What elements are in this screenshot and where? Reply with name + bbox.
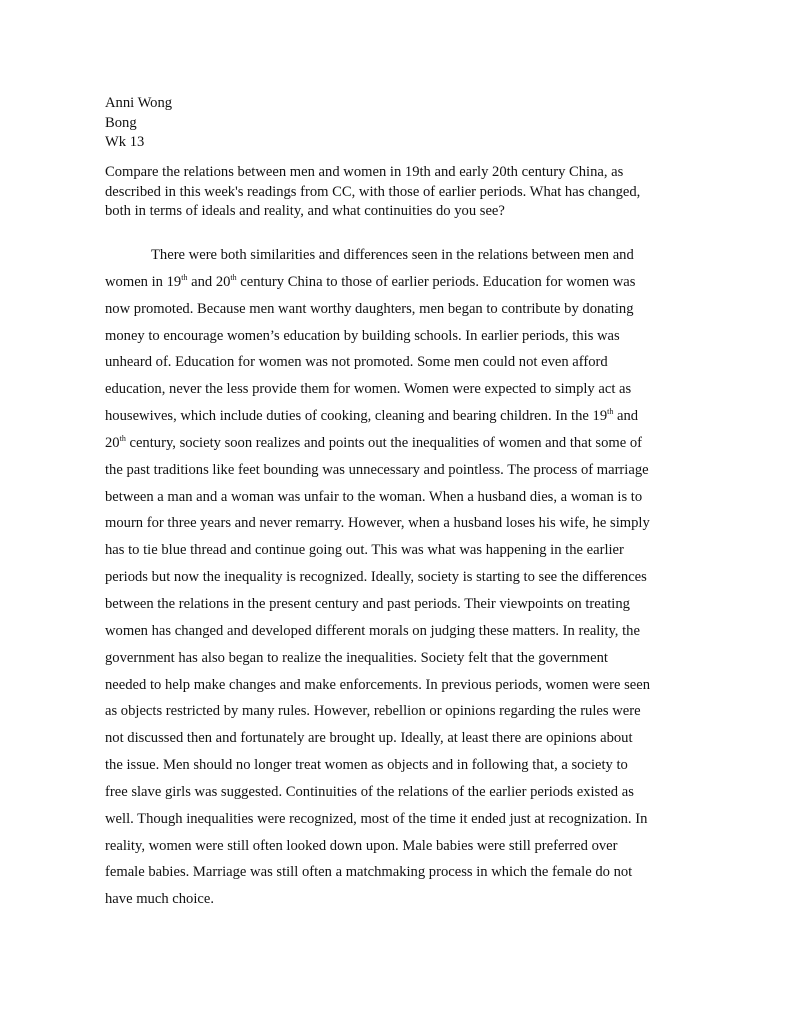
essay-body bbox=[105, 242, 650, 913]
essay-line: unheard of. Education for women was not promoted. Some men could not even afford bbox=[105, 354, 608, 371]
essay-line bbox=[105, 269, 650, 296]
essay-line: between the relations in the present century and past periods. Their viewpoints on treating bbox=[105, 595, 630, 612]
essay-line: the past traditions like feet bounding was unnecessary and pointless. The process of marriage bbox=[105, 461, 649, 478]
essay-line bbox=[105, 403, 650, 430]
essay-text: and 20 bbox=[187, 273, 231, 290]
essay-line: mourn for three years and never remarry. However, when a husband loses his wife, he simply bbox=[105, 515, 650, 532]
essay-line: has to tie blue thread and continue going out. This was what was happening in the earlier bbox=[105, 542, 624, 559]
essay-line: education, never the less provide them for women. Women were expected to simply act as bbox=[105, 381, 632, 398]
essay-line: female babies. Marriage was still often a matchmaking process in which the female do not bbox=[105, 864, 633, 881]
prompt-line: both in terms of ideals and reality, and what continuities do you see? bbox=[105, 203, 505, 220]
essay-text: century China to those of earlier periods. Education for women was bbox=[236, 273, 636, 290]
week-label: Wk 13 bbox=[105, 134, 145, 151]
author-name: Anni Wong bbox=[105, 95, 173, 111]
essay-line: have much choice. bbox=[105, 891, 214, 908]
essay-line: government has also began to realize the inequalities. Society felt that the government bbox=[105, 649, 608, 666]
essay-line: well. Though inequalities were recognized, most of the time it ended just at recognization. In bbox=[105, 810, 648, 827]
essay-text: housewives, which include duties of cooking, cleaning and bearing children. In the 19 bbox=[105, 408, 608, 425]
essay-line: between a man and a woman was unfair to the woman. When a husband dies, a woman is to bbox=[105, 488, 643, 505]
prompt-line: described in this week's readings from CC, with those of earlier periods. What has changed, bbox=[105, 183, 641, 200]
essay-line: reality, women were still often looked down upon. Male babies were still preferred over bbox=[105, 837, 618, 854]
essay-line: as objects restricted by many rules. However, rebellion or opinions regarding the rules were bbox=[105, 703, 641, 720]
prompt-line: Compare the relations between men and women in 19th and early 20th century China, as bbox=[105, 164, 624, 180]
instructor-name: Bong bbox=[105, 114, 137, 131]
ordinal-suffix: th bbox=[119, 433, 126, 443]
essay-line bbox=[105, 430, 650, 457]
essay-line: women has changed and developed different morals on judging these matters. In reality, the bbox=[105, 622, 640, 639]
essay-line: not discussed then and fortunately are brought up. Ideally, at least there are opinions about bbox=[105, 730, 633, 747]
essay-line: needed to help make changes and make enforcements. In previous periods, women were seen bbox=[105, 676, 651, 693]
essay-text: and bbox=[613, 408, 639, 425]
essay-line: free slave girls was suggested. Continuities of the relations of the earlier periods existed as bbox=[105, 783, 634, 800]
ordinal-suffix: th bbox=[607, 407, 614, 417]
essay-line: periods but now the inequality is recognized. Ideally, society is starting to see the differences bbox=[105, 569, 647, 586]
essay-text: women in 19 bbox=[105, 273, 182, 290]
essay-line: now promoted. Because men want worthy daughters, men began to contribute by donating bbox=[105, 300, 634, 317]
essay-line: money to encourage women’s education by building schools. In earlier periods, this was bbox=[105, 327, 620, 344]
essay-text: century, society soon realizes and points out the inequalities of women and that some of bbox=[125, 434, 643, 451]
ordinal-suffix: th bbox=[230, 272, 237, 282]
essay-text: 20 bbox=[105, 434, 120, 451]
document-header bbox=[105, 94, 172, 153]
essay-line: There were both similarities and differences seen in the relations between men and bbox=[151, 247, 634, 263]
essay-line: the issue. Men should no longer treat women as objects and in following that, a society to bbox=[105, 757, 628, 774]
ordinal-suffix: th bbox=[181, 272, 188, 282]
essay-prompt bbox=[105, 163, 685, 222]
